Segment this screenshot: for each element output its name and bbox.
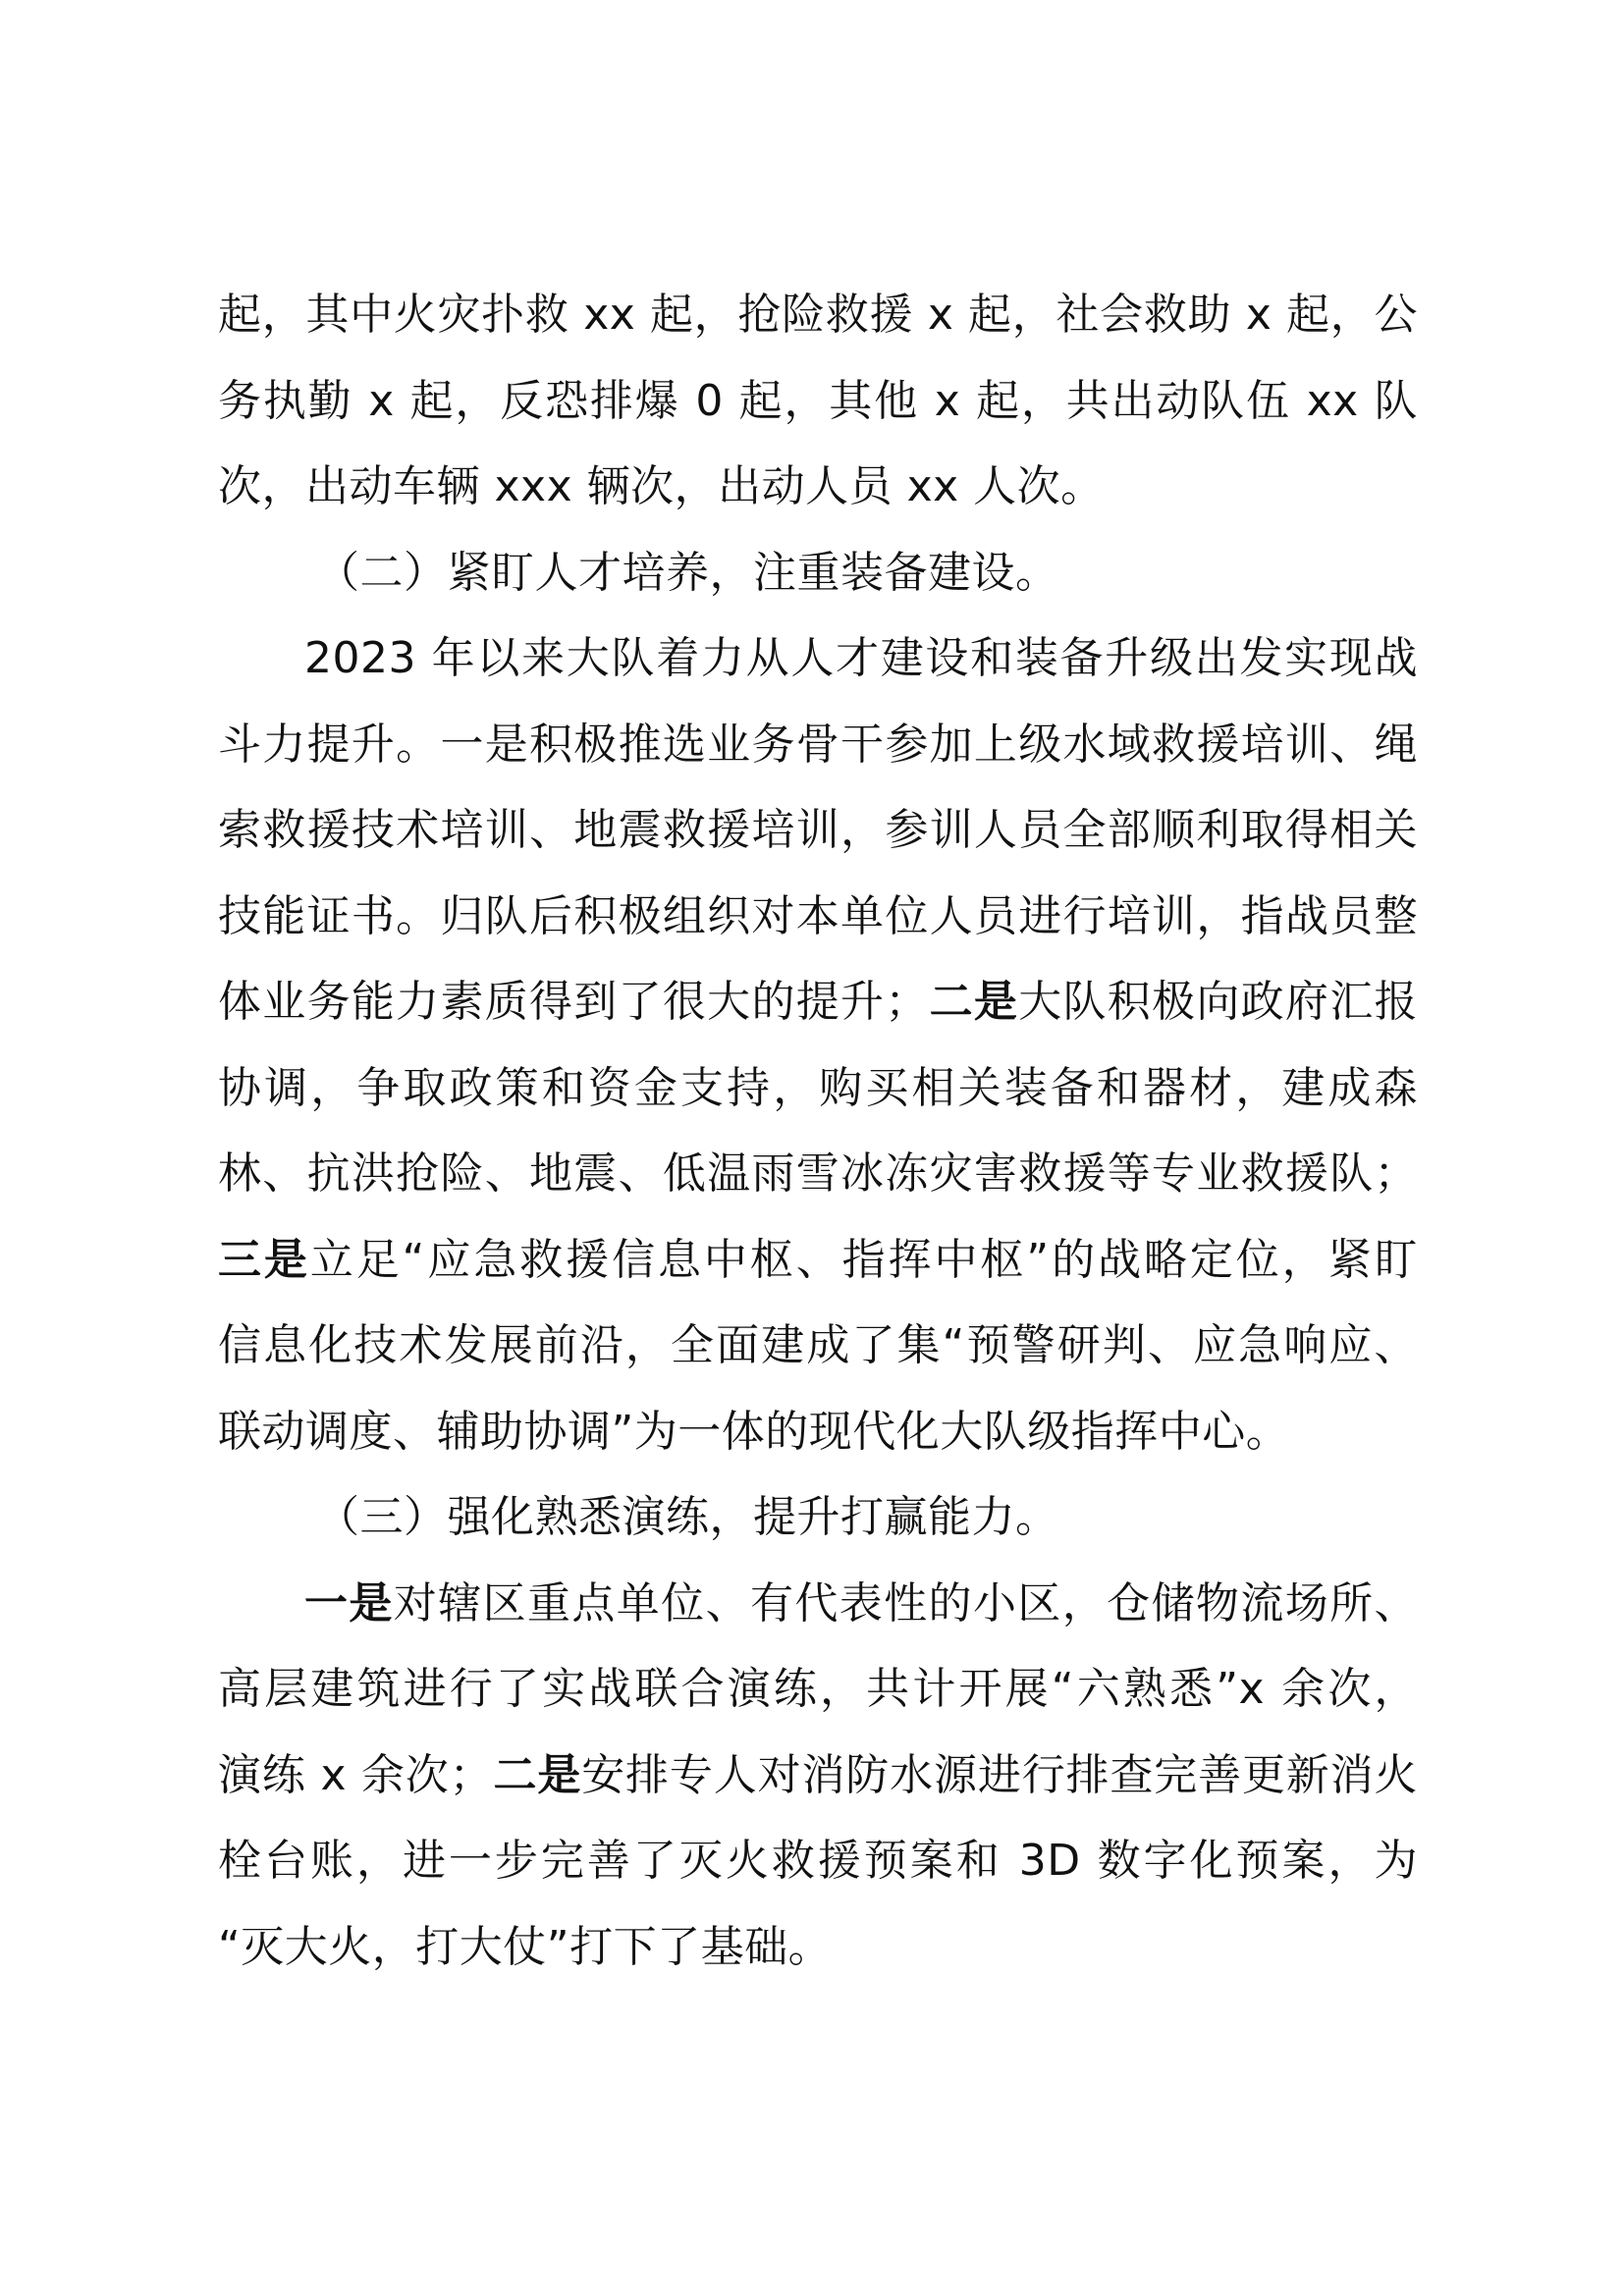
- paragraph-1-line-1: 起，其中火灾扑救 xx 起，抢险救援 x 起，社会救助 x 起，公: [218, 290, 1418, 340]
- paragraph-2-line-5-post: 大队积极向政府汇报: [1018, 977, 1418, 1027]
- paragraph-3-line-2: 高层建筑进行了实战联合演练，共计开展“六熟悉”x 余次，: [218, 1664, 1418, 1714]
- section-heading-2: （二）紧盯人才培养，注重装备建设。: [316, 547, 1059, 598]
- paragraph-1-line-2: 务执勤 x 起，反恐排爆 0 起，其他 x 起，共出动队伍 xx 队: [218, 375, 1418, 426]
- section-heading-3: （三）强化熟悉演练，提升打赢能力。: [316, 1492, 1059, 1542]
- paragraph-2-line-5: [218, 959, 1418, 1045]
- paragraph-3-line-1-bold: 一是: [304, 1577, 394, 1629]
- paragraph-2-line-8: [218, 1217, 1418, 1304]
- paragraph-3-line-3-pre: 演练 x 余次；: [218, 1749, 494, 1800]
- paragraph-3-line-1-post: 对辖区重点单位、有代表性的小区，仓储物流场所、: [393, 1577, 1418, 1629]
- paragraph-3-line-5: “灭大火，打大仗”打下了基础。: [218, 1921, 833, 1972]
- paragraph-2-line-4: 技能证书。归队后积极组织对本单位人员进行培训，指战员整: [218, 890, 1418, 941]
- paragraph-3-line-1: [218, 1561, 1418, 1647]
- paragraph-2-line-9: 信息化技术发展前沿，全面建成了集“预警研判、应急响应、: [218, 1320, 1418, 1370]
- paragraph-3-line-3-bold: 二是: [493, 1749, 582, 1800]
- paragraph-2-line-10: 联动调度、辅助协调”为一体的现代化大队级指挥中心。: [218, 1406, 1290, 1457]
- paragraph-1-line-3: 次，出动车辆 xxx 辆次，出动人员 xx 人次。: [218, 461, 1105, 511]
- paragraph-2-line-8-bold: 三是: [218, 1234, 310, 1285]
- paragraph-2-line-7: 林、抗洪抢险、地震、低温雨雪冰冻灾害救援等专业救援队；: [218, 1148, 1418, 1199]
- paragraph-2-line-1: 2023 年以来大队着力从人才建设和装备升级出发实现战: [304, 633, 1418, 683]
- paragraph-2-line-5-pre: 体业务能力素质得到了很大的提升；: [218, 977, 929, 1027]
- paragraph-2-line-3: 索救援技术培训、地震救援培训，参训人员全部顺利取得相关: [218, 805, 1418, 855]
- paragraph-2-line-8-post: 立足“应急救援信息中枢、指挥中枢”的战略定位，紧盯: [309, 1234, 1418, 1285]
- paragraph-3-line-4: 栓台账，进一步完善了灭火救援预案和 3D 数字化预案，为: [218, 1836, 1418, 1886]
- paragraph-3-line-3: [218, 1733, 1418, 1819]
- paragraph-2-line-6: 协调，争取政策和资金支持，购买相关装备和器材，建成森: [218, 1062, 1418, 1113]
- paragraph-3-line-3-post: 安排专人对消防水源进行排查完善更新消火: [581, 1749, 1418, 1800]
- paragraph-2-line-2: 斗力提升。一是积极推选业务骨干参加上级水域救援培训、绳: [218, 719, 1418, 770]
- paragraph-2-line-5-bold: 二是: [928, 977, 1019, 1027]
- document-page: [218, 272, 1418, 1990]
